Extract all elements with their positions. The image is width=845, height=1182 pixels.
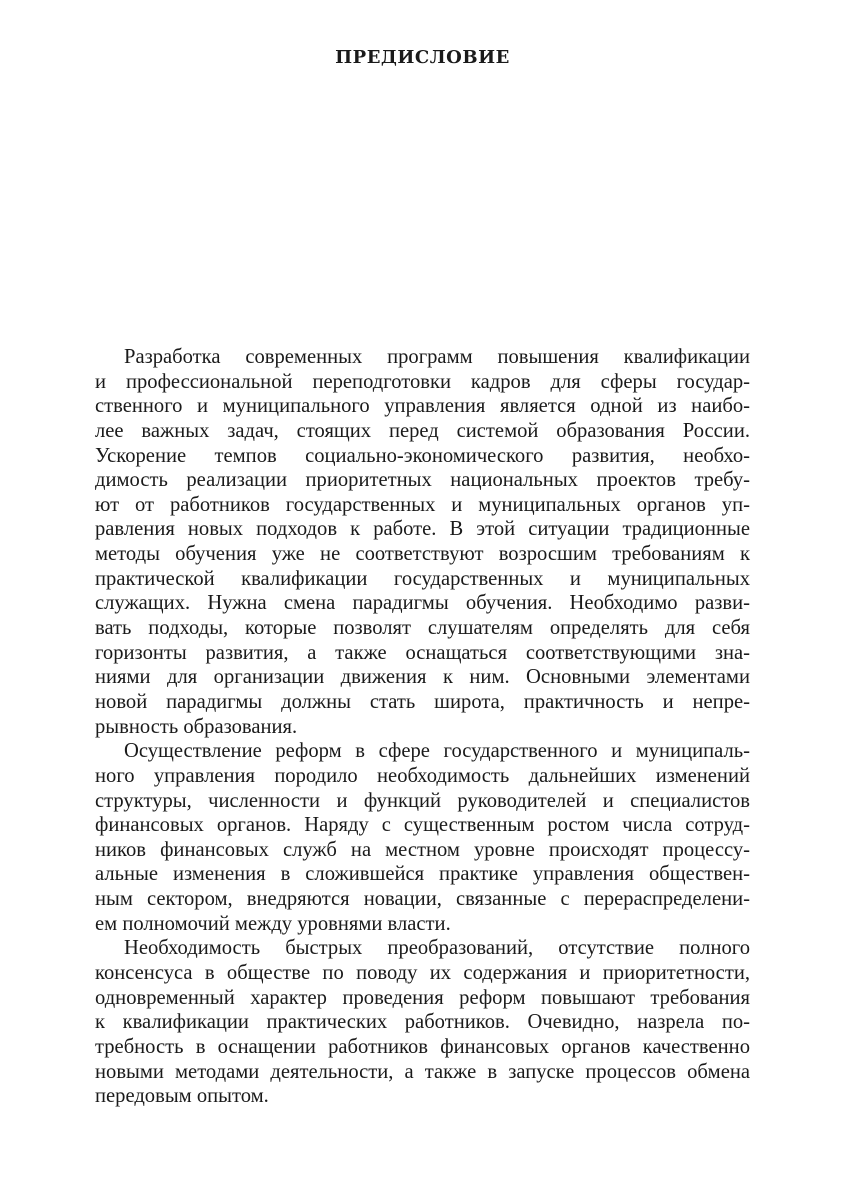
text-line: ного управления породило необходимость дальнейших изменений <box>95 764 750 787</box>
text-line: ным сектором, внедряются новации, связанные с перераспределени- <box>95 888 750 911</box>
text-line: рывность образования. <box>95 715 298 738</box>
text-line: практической квалификации государственных и муниципальных <box>95 567 750 590</box>
text-line: альные изменения в сложившейся практике управления обществен- <box>95 863 750 886</box>
text-line: Разработка современных программ повышения квалификации <box>124 346 750 368</box>
text-line: равления новых подходов к работе. В этой ситуации традиционные <box>95 518 750 541</box>
paragraph-1 <box>95 345 750 739</box>
paragraph-3 <box>95 936 750 1108</box>
text-line: ственного и муниципального управления является одной из наибо- <box>95 395 750 418</box>
paragraph-2 <box>95 739 750 936</box>
text-line: горизонты развития, а также оснащаться соответствующими зна- <box>95 641 750 664</box>
text-line: передовым опытом. <box>95 1085 269 1108</box>
text-line: новой парадигмы должны стать широта, практичность и непре- <box>95 690 750 713</box>
text-line: новыми методами деятельности, а также в запуске процессов обмена <box>95 1060 750 1083</box>
page-title: ПРЕДИСЛОВИЕ <box>335 47 510 68</box>
text-line: ют от работников государственных и муниципальных органов уп- <box>95 493 750 516</box>
text-line: служащих. Нужна смена парадигмы обучения. Необходимо разви- <box>95 592 750 615</box>
text-line: структуры, численности и функций руководителей и специалистов <box>95 789 750 812</box>
text-line: Ускорение темпов социально-экономического развития, необхо- <box>95 444 750 467</box>
text-line: Необходимость быстрых преобразований, отсутствие полного <box>124 937 750 960</box>
text-line: одновременный характер проведения реформ повышают требования <box>95 986 750 1009</box>
text-line: и профессиональной переподготовки кадров для сферы государ- <box>95 370 750 393</box>
text-line: консенсуса в обществе по поводу их содержания и приоритетности, <box>95 962 750 985</box>
text-line: требность в оснащении работников финансовых органов качественно <box>95 1035 750 1058</box>
preface-body <box>95 345 750 1109</box>
text-line: ем полномочий между уровнями власти. <box>95 912 451 935</box>
text-line: вать подходы, которые позволят слушателям определять для себя <box>95 617 750 640</box>
text-line: финансовых органов. Наряду с существенным ростом числа сотруд- <box>95 814 750 837</box>
text-line: Осуществление реформ в сфере государственного и муниципаль- <box>124 740 750 763</box>
text-line: ниями для организации движения к ним. Основными элементами <box>95 666 750 689</box>
text-line: лее важных задач, стоящих перед системой образования России. <box>95 419 750 442</box>
text-line: ников финансовых служб на местном уровне происходят процессу- <box>95 838 750 861</box>
text-line: димость реализации приоритетных национальных проектов требу- <box>95 469 750 492</box>
text-line: к квалификации практических работников. Очевидно, назрела по- <box>95 1011 750 1034</box>
text-line: методы обучения уже не соответствуют возросшим требованиям к <box>95 543 750 566</box>
